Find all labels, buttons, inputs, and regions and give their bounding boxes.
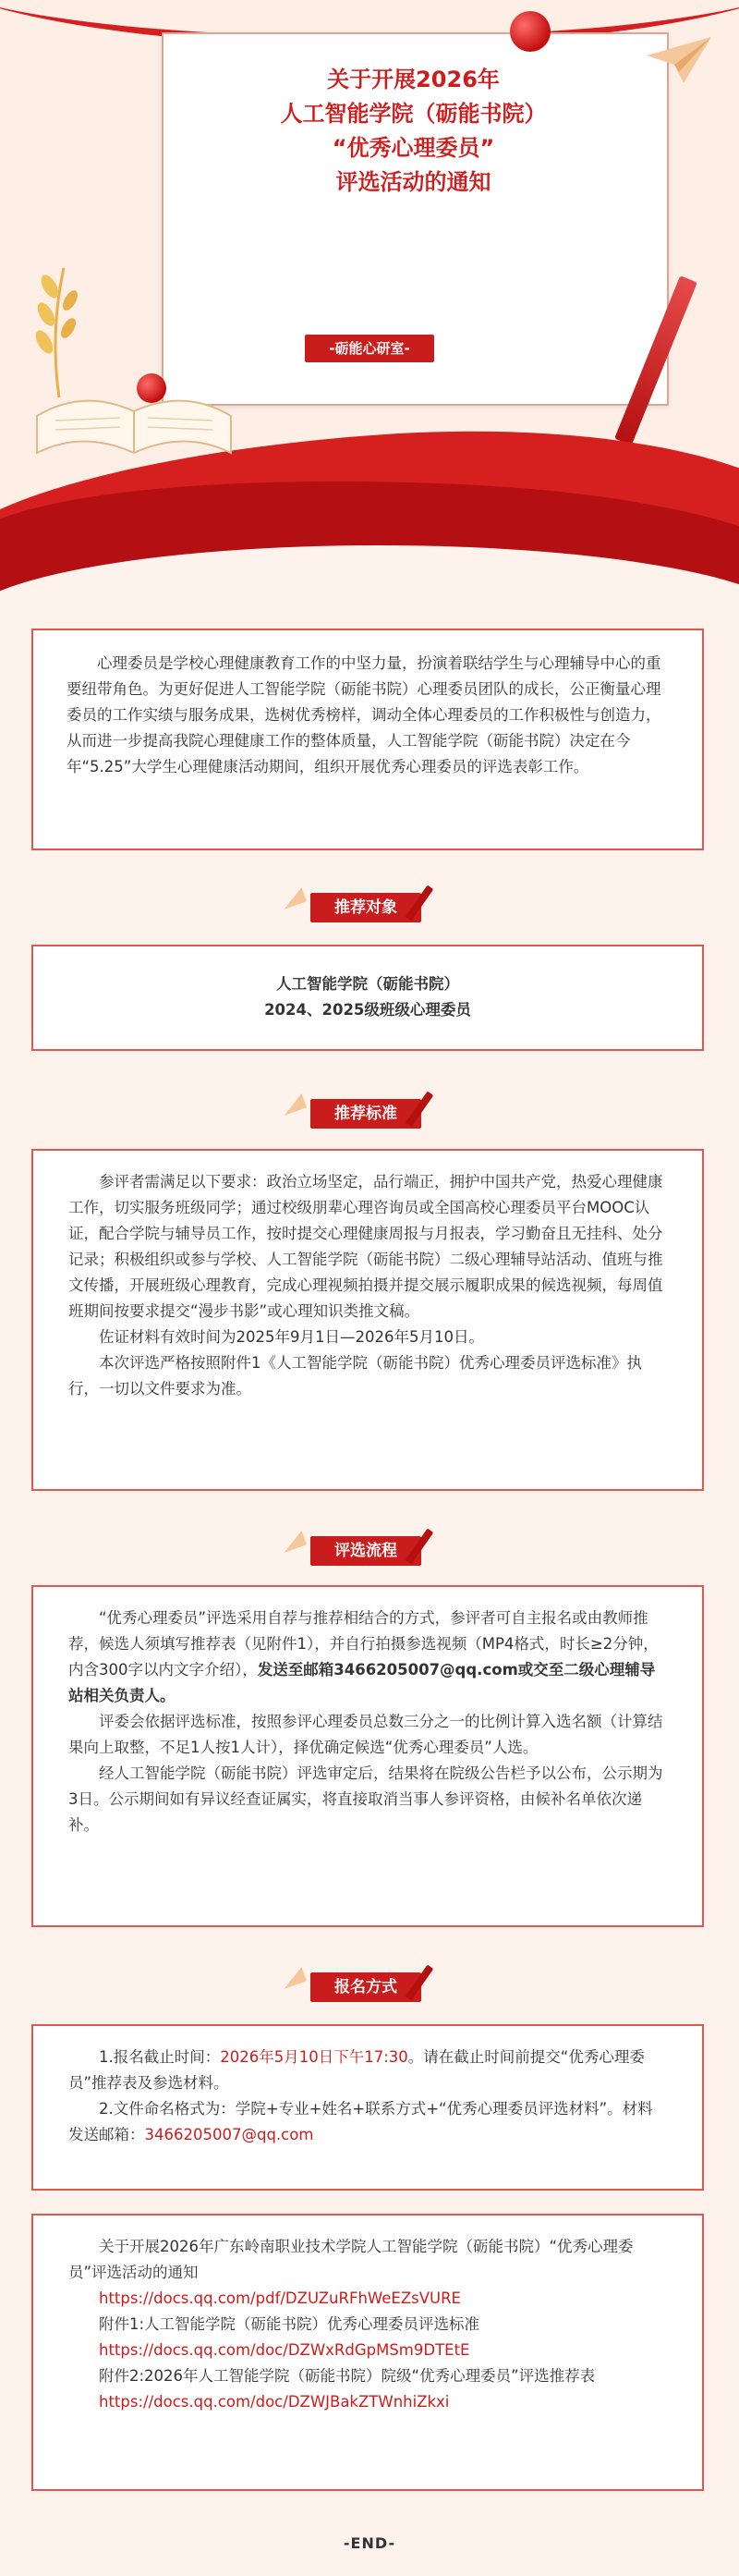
target-line: 人工智能学院（砺能书院） xyxy=(276,975,459,993)
signup-text: 2.文件命名格式为：学院+专业+姓名+联系方式+“优秀心理委员评选材料”。材料发送邮箱： xyxy=(68,2100,653,2143)
page-title xyxy=(162,63,665,200)
open-book-icon xyxy=(28,379,240,462)
title-line: “优秀心理委员” xyxy=(332,135,495,161)
process-text: “优秀心理委员”评选采用自荐与推荐相结合的方式，参评者可自主报名或由教师推荐，候选人须填写推荐表（见附件1），并自行拍摄参选视频（MP4格式，时长≥2分钟，内含300字以内文字介绍）， xyxy=(68,1609,659,1679)
paper-plane-icon xyxy=(279,1967,307,1989)
criteria-card xyxy=(31,1149,704,1491)
section-label: 推荐标准 xyxy=(310,1099,421,1129)
target-line: 2024、2025级班级心理委员 xyxy=(264,1001,471,1019)
title-line: 评选活动的通知 xyxy=(335,169,491,195)
process-submit-text: 发送至邮箱3466205007@qq.com或交至二级心理辅导站相关负责人。 xyxy=(68,1661,656,1704)
attachment-title: 关于开展2026年广东岭南职业技术学院人工智能学院（砺能书院）“优秀心理委员”评选活动的通知 xyxy=(68,2238,634,2281)
criteria-paragraph: 参评者需满足以下要求：政治立场坚定，品行端正，拥护中国共产党，热爱心理健康工作，切实服务班级同学；通过校级朋辈心理咨询员或全国高校心理委员平台MOOC认证，配合学院与辅导员工作，按时提交心理健康周报与月报表，学习勤奋且无挂科、处分记录；积极组织或参与学校、人工智能学院（砺能书院）二级心理辅导站活动、值班与推文传播，开展班级心理教育，完成心理视频拍摄并提交展示履职成果的候选视频，每周值班期间按要求提交“漫步书影”或心理知识类推文稿。 xyxy=(68,1173,663,1320)
title-line: 关于开展2026年 xyxy=(327,67,500,92)
section-label: 评选流程 xyxy=(310,1536,421,1566)
attachment-title: 附件2:2026年人工智能学院（砺能书院）院级“优秀心理委员”评选推荐表 xyxy=(99,2367,596,2385)
top-wave-mask xyxy=(0,0,739,37)
wheat-icon xyxy=(22,250,78,397)
attachment-link[interactable]: https://docs.qq.com/doc/DZWxRdGpMSm9DTEtE xyxy=(99,2341,470,2359)
signup-line xyxy=(68,2096,667,2148)
header-banner xyxy=(0,0,739,601)
attachment-title: 附件1:人工智能学院（砺能书院）优秀心理委员评选标准 xyxy=(99,2315,480,2333)
section-tag-process xyxy=(277,1532,443,1566)
criteria-paragraph: 佐证材料有效时间为2025年9月1日—2026年5月10日。 xyxy=(99,1328,484,1346)
paper-plane-icon xyxy=(279,1093,307,1116)
email-link[interactable]: 3466205007@qq.com xyxy=(144,2126,314,2143)
target-card xyxy=(31,945,704,1051)
section-tag-signup xyxy=(277,1969,443,2002)
attachment-link[interactable]: https://docs.qq.com/doc/DZWJBakZTWnhiZkxi xyxy=(99,2393,450,2411)
section-tag-criteria xyxy=(277,1095,443,1129)
deadline-text: 2026年5月10日下午17:30 xyxy=(220,2048,408,2066)
process-paragraph: 经人工智能学院（砺能书院）评选审定后，结果将在院级公告栏予以公布，公示期为3日。公示期间如有异议经查证属实，将直接取消当事人参评资格，由候补名单依次递补。 xyxy=(68,1764,663,1834)
attachment-link[interactable]: https://docs.qq.com/pdf/DZUZuRFhWeEZsVURE xyxy=(99,2289,461,2307)
signup-text: 。请在截止时间前提交“优秀心理委员”推荐表及参选材料。 xyxy=(68,2048,645,2092)
section-label: 报名方式 xyxy=(310,1972,421,2002)
paper-plane-icon xyxy=(279,887,307,910)
signup-card xyxy=(31,2024,704,2191)
intro-text: 心理委员是学校心理健康教育工作的中坚力量，扮演着联结学生与心理辅导中心的重要纽带角色。为更好促进人工智能学院（砺能书院）心理委员团队的成长，公正衡量心理委员的工作实绩与服务成果，选树优秀榜样，调动全体心理委员的工作积极性与创造力，从而进一步提高我院心理健康工作的整体质量，人工智能学院（砺能书院）决定在今年“5.25”大学生心理健康活动期间，组织开展优秀心理委员的评选表彰工作。 xyxy=(67,654,661,775)
signup-text: 1.报名截止时间： xyxy=(99,2048,221,2066)
section-tag-target xyxy=(277,889,443,922)
section-label: 推荐对象 xyxy=(310,893,421,922)
process-paragraph xyxy=(68,1605,667,1709)
signup-line xyxy=(68,2045,667,2096)
end-marker: -END- xyxy=(343,2534,396,2552)
process-card xyxy=(31,1585,704,1927)
paper-plane-icon xyxy=(279,1531,307,1553)
attachments-card xyxy=(31,2214,704,2491)
criteria-paragraph: 本次评选严格按照附件1《人工智能学院（砺能书院）优秀心理委员评选标准》执行，一切以文件要求为准。 xyxy=(68,1354,642,1398)
title-line: 人工智能学院（砺能书院） xyxy=(280,101,547,127)
red-ball-decoration xyxy=(510,11,551,52)
process-paragraph: 评委会依据评选标准，按照参评心理委员总数三分之一的比例计算入选名额（计算结果向上取整，不足1人按1人计），择优确定候选“优秀心理委员”人选。 xyxy=(68,1713,663,1756)
intro-card xyxy=(31,629,704,850)
studio-tag: -砺能心研室- xyxy=(305,335,434,362)
